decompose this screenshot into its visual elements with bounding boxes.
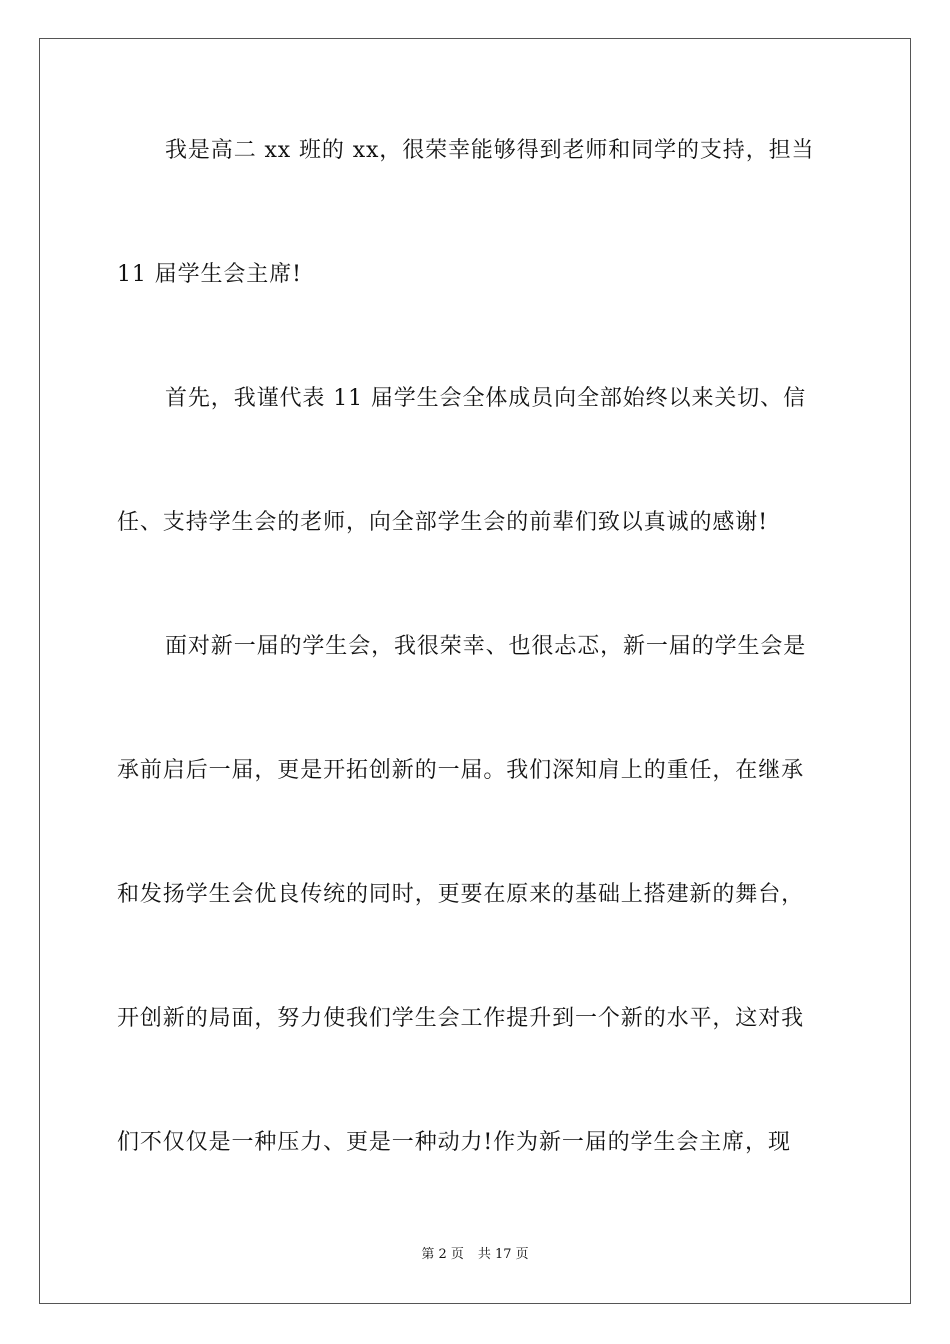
paragraph-3-line-5: 们不仅仅是一种压力、更是一种动力!作为新一届的学生会主席，现: [117, 1130, 791, 1155]
paragraph-2-line-2: 任、支持学生会的老师，向全部学生会的前辈们致以真诚的感谢!: [117, 510, 768, 535]
paragraph-3-line-3: 和发扬学生会优良传统的同时，更要在原来的基础上搭建新的舞台，: [117, 882, 805, 907]
page-footer: [0, 1246, 950, 1264]
paragraph-3-line-1: 面对新一届的学生会，我很荣幸、也很忐忑，新一届的学生会是: [165, 634, 807, 659]
paragraph-3-line-2: 承前启后一届，更是开拓创新的一届。我们深知肩上的重任，在继承: [117, 758, 805, 783]
paragraph-1-line-1: 我是高二 xx 班的 xx，很荣幸能够得到老师和同学的支持，担当: [165, 138, 815, 163]
page-frame: [39, 38, 911, 1304]
page-number-total: 共 17 页: [477, 1247, 529, 1262]
paragraph-2-line-1: 首先，我谨代表 11 届学生会全体成员向全部始终以来关切、信: [165, 386, 806, 411]
page-number-current: 第 2 页: [421, 1247, 464, 1262]
paragraph-3-line-4: 开创新的局面，努力使我们学生会工作提升到一个新的水平，这对我: [117, 1006, 805, 1031]
paragraph-1-line-2: 11 届学生会主席!: [117, 262, 302, 287]
